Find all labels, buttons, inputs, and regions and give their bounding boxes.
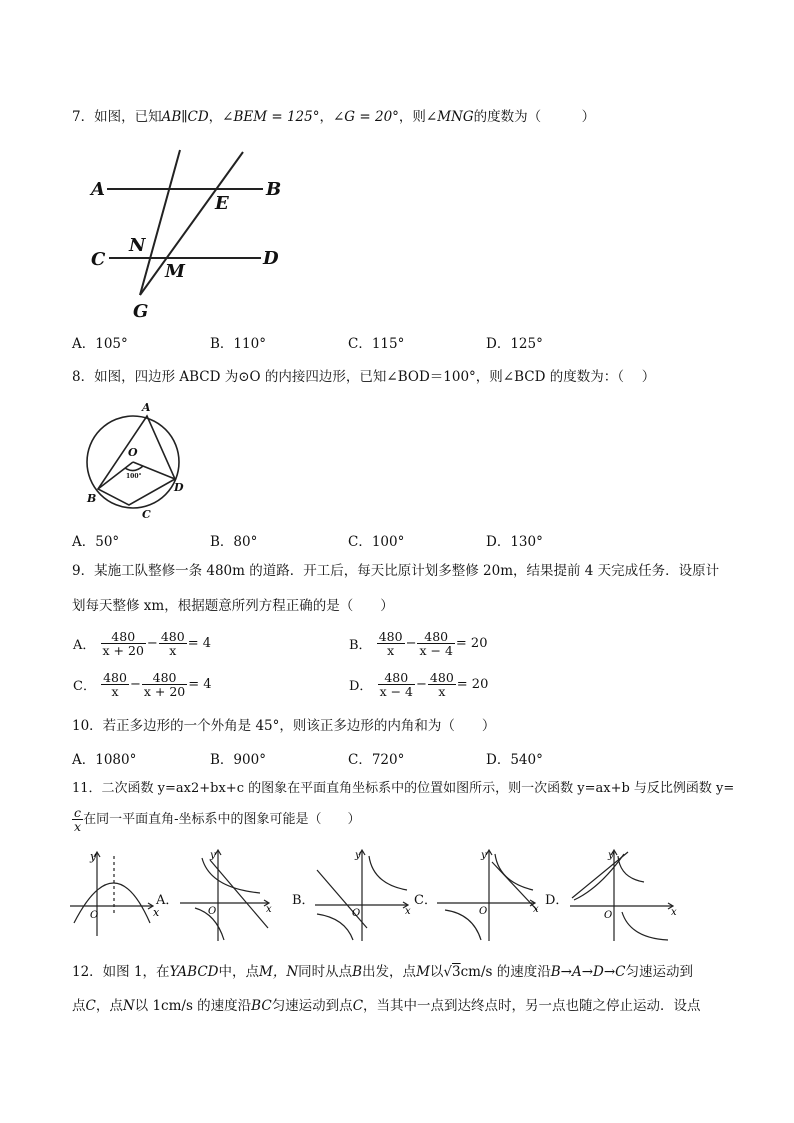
svg-text:y: y (608, 850, 614, 861)
fraction: $\frac{480}{x}$ (429, 670, 454, 699)
q11-label-b[interactable]: B． (292, 893, 315, 908)
q11-given-graph (70, 848, 160, 938)
q8-option-a[interactable]: A．50° (72, 534, 120, 550)
q9-option-a[interactable]: A． $\frac{480}{x + 20}$ − $\frac{480}{x}$ = 4 (73, 629, 211, 658)
q10-option-a[interactable]: A．1080° (72, 752, 137, 768)
q8-option-d[interactable]: D．130° (486, 534, 543, 550)
q12-stem-line1: 12．如图 1，在YABCD中，点M，N同时从点B出发，点M以√3cm/s 的速度沿B→A→D→C匀速运动到 (72, 964, 693, 980)
svg-text:O: O (208, 906, 217, 917)
svg-text:y: y (481, 850, 487, 861)
q11-label-a[interactable]: A． (156, 893, 179, 908)
svg-text:x: x (266, 904, 272, 915)
q7-option-a[interactable]: A．105° (72, 336, 128, 352)
q10-stem: 10．若正多边形的一个外角是 45°，则该正多边形的内角和为（ ） (72, 718, 496, 734)
svg-text:x: x (533, 904, 539, 915)
fig-label-n: N (129, 235, 146, 256)
svg-text:x: x (153, 906, 160, 919)
svg-text:x: x (405, 906, 411, 917)
q8-stem: 8．如图，四边形 ABCD 为⊙O 的内接四边形，已知∠BOD＝100°，则∠BCD 的度数为：（ ） (72, 369, 656, 385)
fig8-label-a: A (142, 401, 151, 414)
fraction: $\frac{480}{x - 4}$ (419, 629, 453, 658)
q11-stem-line1: 11．二次函数 y=ax2+bx+c 的图象在平面直角坐标系中的位置如图所示，则一次函数 y=ax+b 与反比例函数 y= (72, 781, 735, 796)
svg-text:y: y (355, 850, 361, 861)
q11-label-d[interactable]: D． (545, 893, 569, 908)
fig-label-a: A (91, 179, 105, 200)
q9-option-c[interactable]: C． $\frac{480}{x}$ − $\frac{480}{x + 20}$ = 4 (73, 670, 212, 699)
fig-label-b: B (266, 179, 282, 200)
q7-stem: 7．如图，已知AB∥CD，∠BEM = 125°，∠G = 20°，则∠MNG的度数为（ ） (72, 109, 596, 125)
q7-option-c[interactable]: C．115° (348, 336, 405, 352)
sqrt-sign: √ (443, 964, 452, 980)
q11-graph-d[interactable] (570, 848, 680, 943)
fraction: $\frac{480}{x}$ (103, 670, 127, 699)
fig8-label-b: B (87, 492, 97, 505)
fig8-label-d: D (174, 481, 184, 494)
q11-graph-a[interactable] (180, 848, 275, 943)
q9-stem-line2: 划每天整修 xm，根据题意所列方程正确的是（ ） (72, 598, 394, 614)
svg-text:y: y (90, 850, 97, 863)
q9-option-b[interactable]: B． $\frac{480}{x}$ − $\frac{480}{x - 4}$ = 20 (349, 629, 488, 658)
svg-text:O: O (479, 906, 488, 917)
svg-text:O: O (604, 910, 613, 921)
q7-option-b[interactable]: B．110° (210, 336, 266, 352)
fig-label-g: G (133, 301, 149, 322)
q9-stem-line1: 9．某施工队整修一条 480m 的道路．开工后，每天比原计划多整修 20m，结果提前 4 天完成任务．设原计 (72, 563, 720, 579)
svg-text:y: y (210, 850, 216, 861)
fraction: $\frac{480}{x + 20}$ (102, 629, 144, 658)
fig-label-c: C (91, 249, 106, 270)
q7-option-d[interactable]: D．125° (486, 336, 543, 352)
quadrilateral-abcd (98, 416, 175, 505)
fraction-c-over-x: $\frac{c}{x}$ (74, 805, 82, 834)
fraction: $\frac{480}{x + 20}$ (143, 670, 186, 699)
svg-text:O: O (352, 908, 361, 919)
fig8-label-c: C (142, 508, 151, 521)
fraction: $\frac{480}{x}$ (160, 629, 185, 658)
fig-label-m: M (165, 261, 185, 282)
q10-option-d[interactable]: D．540° (486, 752, 543, 768)
q10-option-c[interactable]: C．720° (348, 752, 405, 768)
fraction: $\frac{480}{x - 4}$ (379, 670, 414, 699)
q7-figure (85, 145, 285, 325)
q11-graph-b[interactable] (315, 848, 415, 943)
svg-text:x: x (671, 907, 677, 918)
svg-text:O: O (90, 910, 99, 921)
line-ge (140, 152, 243, 295)
fig-label-e: E (215, 193, 229, 214)
fig8-angle-label: 100° (126, 473, 142, 480)
fig8-label-o: O (128, 446, 138, 459)
q10-option-b[interactable]: B．900° (210, 752, 266, 768)
q11-graph-c[interactable] (437, 848, 542, 943)
fig-label-d: D (263, 248, 279, 269)
fraction: $\frac{480}{x}$ (378, 629, 403, 658)
q11-stem-line2: $\frac{c}{x}$ 在同一平面直角‑坐标系中的图象可能是（ ） (74, 805, 361, 834)
q8-option-b[interactable]: B．80° (210, 534, 258, 550)
q12-stem-line2: 点C，点N以 1cm/s 的速度沿BC匀速运动到点C，当其中一点到达终点时，另一点也随之停止运动．设点 (72, 998, 701, 1014)
q8-option-c[interactable]: C．100° (348, 534, 405, 550)
q9-option-d[interactable]: D． $\frac{480}{x - 4}$ − $\frac{480}{x}$ = 20 (349, 670, 489, 699)
q8-figure (80, 398, 190, 523)
q11-label-c[interactable]: C． (414, 893, 437, 908)
